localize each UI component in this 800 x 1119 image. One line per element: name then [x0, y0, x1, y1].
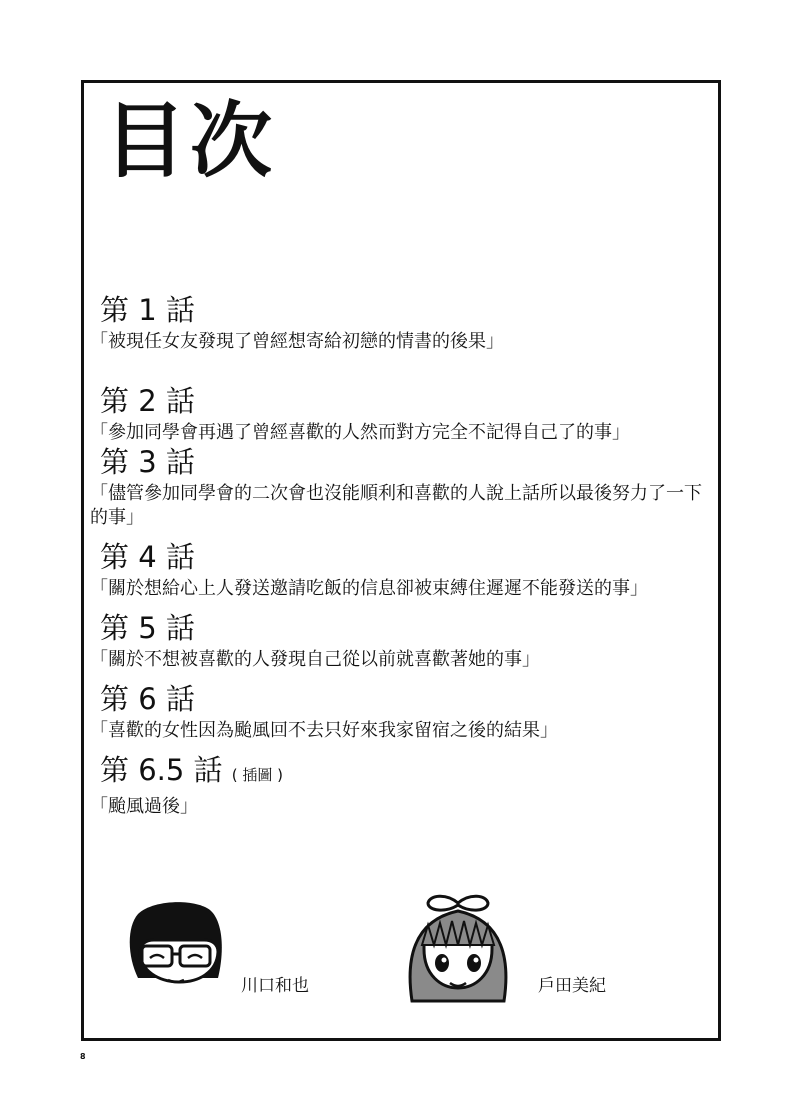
chapter-item	[90, 753, 710, 819]
chapter-description: 「儘管參加同學會的二次會也沒能順利和喜歡的人說上話所以最後努力了一下的事」	[90, 483, 702, 528]
page-title: 目次	[104, 94, 277, 189]
chapter-heading: 第 1 話	[100, 293, 195, 327]
chapter-heading: 第 3 話	[100, 445, 195, 479]
chapter-item	[90, 384, 710, 445]
chapter-item	[90, 293, 710, 354]
chapter-heading: 第 6.5 話 ( 插圖 )	[100, 753, 284, 787]
chapter-item	[90, 682, 710, 743]
character-name: 川口和也	[241, 976, 309, 996]
chapter-heading: 第 4 話	[100, 540, 195, 574]
chapter-note: ( 插圖 )	[231, 766, 284, 784]
chapter-item	[90, 611, 710, 672]
glasses-man-icon	[124, 898, 232, 998]
chapter-description: 「關於想給心上人發送邀請吃飯的信息卻被束縛住遲遲不能發送的事」	[90, 578, 648, 599]
character-name: 戶田美紀	[538, 976, 606, 996]
chapter-heading: 第 6 話	[100, 682, 195, 716]
chapter-item	[90, 445, 710, 530]
chapter-item	[90, 540, 710, 601]
chapter-description: 「關於不想被喜歡的人發現自己從以前就喜歡著她的事」	[90, 649, 540, 670]
chapter-list	[90, 293, 710, 819]
toc-frame	[81, 80, 721, 1041]
page-number: 8	[80, 1052, 86, 1061]
chapter-description: 「喜歡的女性因為颱風回不去只好來我家留宿之後的結果」	[90, 720, 558, 741]
chapter-description: 「颱風過後」	[90, 796, 198, 817]
chapter-description: 「參加同學會再遇了曾經喜歡的人然而對方完全不記得自己了的事」	[90, 422, 630, 443]
ribbon-girl-icon	[402, 891, 514, 1016]
chapter-heading: 第 5 話	[100, 611, 195, 645]
chapter-description: 「被現任女友發現了曾經想寄給初戀的情書的後果」	[90, 331, 504, 352]
chapter-heading: 第 2 話	[100, 384, 195, 418]
